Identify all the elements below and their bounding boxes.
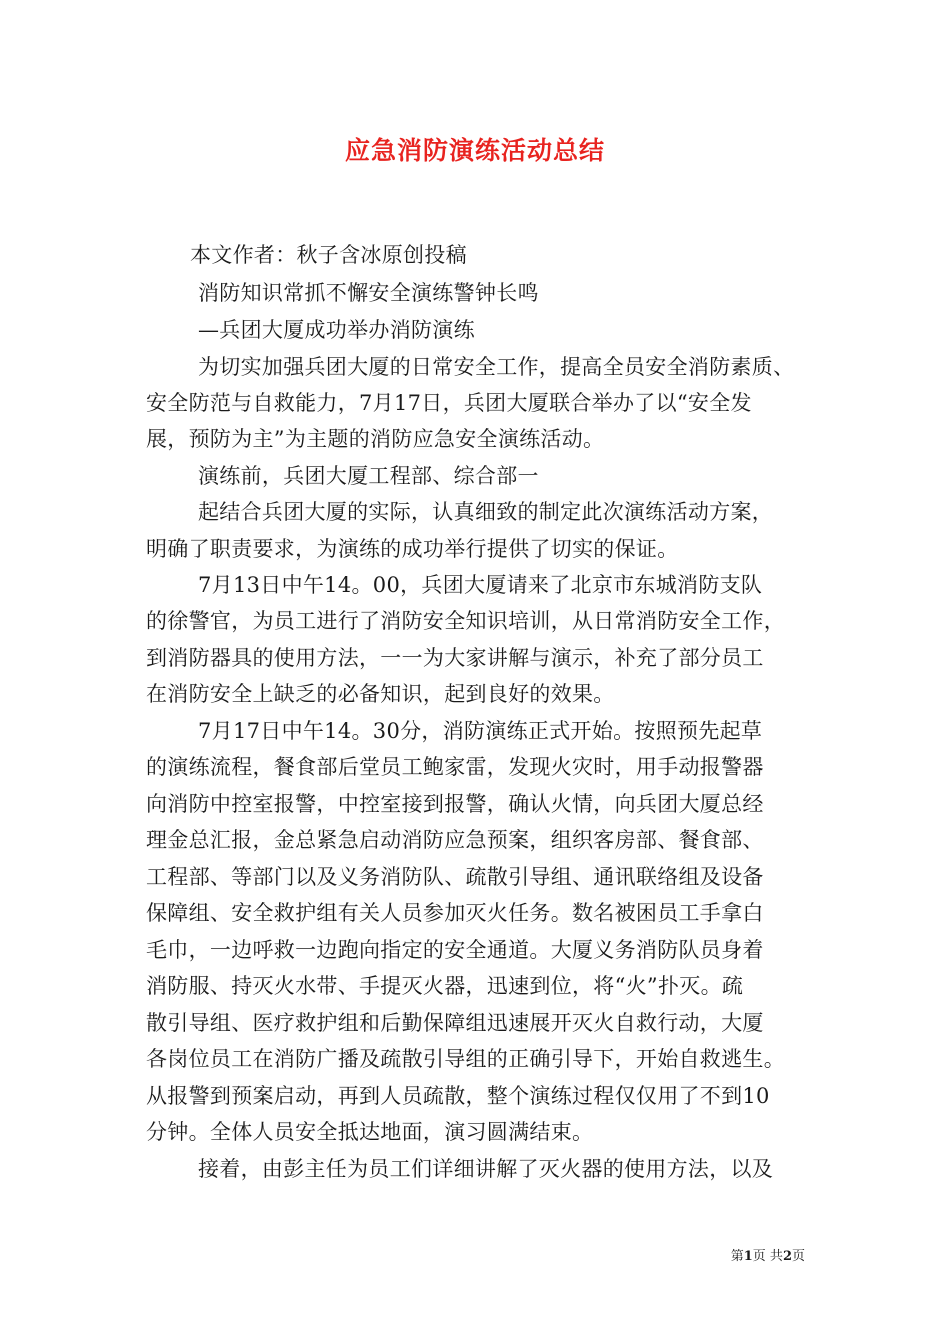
footer-middle: 页 共 xyxy=(752,1249,783,1264)
paragraph-line: 7月17日中午14。30分，消防演练正式开始。按照预先起草 xyxy=(198,719,763,743)
subtitle-line: —兵团大厦成功举办消防演练 xyxy=(198,318,475,342)
paragraph-line: 展，预防为主”为主题的消防应急安全演练活动。 xyxy=(146,427,605,451)
paragraph-line: 保障组、安全救护组有关人员参加灭火任务。数名被困员工手拿白 xyxy=(146,901,764,925)
paragraph-line: 理金总汇报，金总紧急启动消防应急预案，组织客房部、餐食部、 xyxy=(146,828,764,852)
footer-suffix: 页 xyxy=(791,1249,805,1264)
paragraph-line: 工程部、等部门以及义务消防队、疏散引导组、通讯联络组及设备 xyxy=(146,865,764,889)
paragraph-line: 向消防中控室报警，中控室接到报警，确认火情，向兵团大厦总经 xyxy=(146,792,764,816)
paragraph-line: 分钟。全体人员安全抵达地面，演习圆满结束。 xyxy=(146,1120,594,1144)
paragraph-line: 为切实加强兵团大厦的日常安全工作，提高全员安全消防素质、 xyxy=(198,355,795,379)
paragraph-line: 明确了职责要求，为演练的成功举行提供了切实的保证。 xyxy=(146,537,679,561)
footer-prefix: 第 xyxy=(730,1249,744,1264)
paragraph-line: 的徐警官，为员工进行了消防安全知识培训，从日常消防安全工作， xyxy=(146,609,785,633)
paragraph-line: 消防服、持灭火水带、手提灭火器，迅速到位，将“火”扑灭。疏 xyxy=(146,974,744,998)
paragraph-line: 各岗位员工在消防广播及疏散引导组的正确引导下，开始自救逃生。 xyxy=(146,1047,785,1071)
paragraph-line: 从报警到预案启动，再到人员疏散，整个演练过程仅仅用了不到10 xyxy=(146,1084,770,1108)
current-page-number: 1 xyxy=(743,1249,753,1264)
page-footer xyxy=(0,1248,805,1266)
paragraph-line: 演练前，兵团大厦工程部、综合部一 xyxy=(198,464,539,488)
paragraph-line: 起结合兵团大厦的实际，认真细致的制定此次演练活动方案， xyxy=(198,500,774,524)
paragraph-line: 在消防安全上缺乏的必备知识，起到良好的效果。 xyxy=(146,682,615,706)
page-title: 应急消防演练活动总结 xyxy=(344,136,605,165)
total-pages-number: 2 xyxy=(782,1249,792,1264)
author-line: 本文作者：秋子含冰原创投稿 xyxy=(190,243,467,267)
paragraph-line: 到消防器具的使用方法，一一为大家讲解与演示，补充了部分员工 xyxy=(146,646,764,670)
paragraph-line: 接着，由彭主任为员工们详细讲解了灭火器的使用方法，以及 xyxy=(198,1157,774,1181)
paragraph-line: 毛巾，一边呼救一边跑向指定的安全通道。大厦义务消防队员身着 xyxy=(146,938,764,962)
paragraph-line: 安全防范与自救能力，7月17日，兵团大厦联合举办了以“安全发 xyxy=(146,391,752,415)
paragraph-line: 7月13日中午14。00，兵团大厦请来了北京市东城消防支队 xyxy=(198,573,763,597)
paragraph-line: 的演练流程，餐食部后堂员工鲍家雷，发现火灾时，用手动报警器 xyxy=(146,755,764,779)
subtitle-line: 消防知识常抓不懈安全演练警钟长鸣 xyxy=(198,281,539,305)
paragraph-line: 散引导组、医疗救护组和后勤保障组迅速展开灭火自救行动，大厦 xyxy=(146,1011,764,1035)
